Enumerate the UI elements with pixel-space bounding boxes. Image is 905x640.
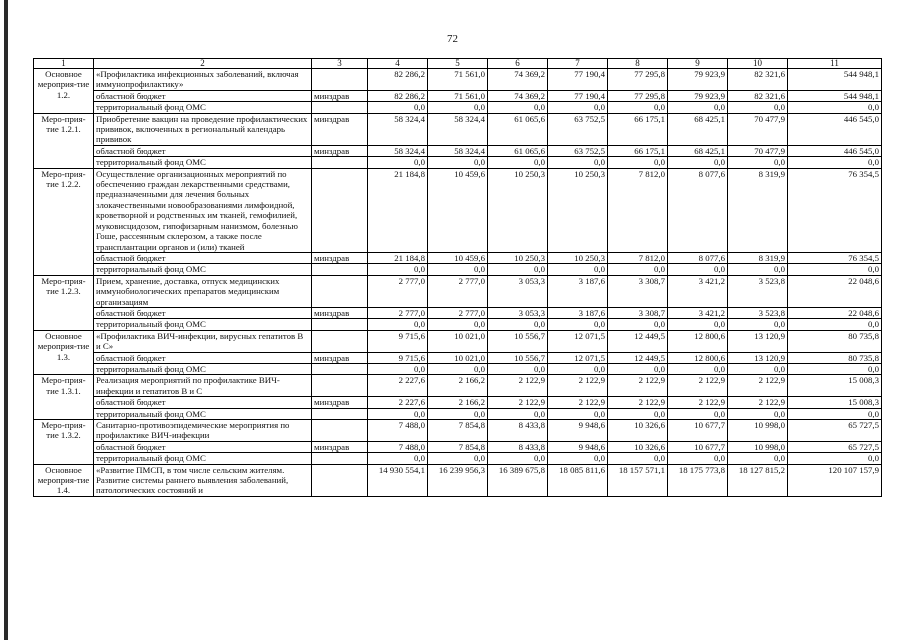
activity-name-cell: областной бюджет xyxy=(94,397,312,408)
amount-cell: 68 425,1 xyxy=(668,113,728,145)
amount-cell: 3 308,7 xyxy=(608,307,668,318)
total-amount-cell: 76 354,5 xyxy=(788,252,882,263)
total-amount-cell: 0,0 xyxy=(788,157,882,168)
amount-cell: 0,0 xyxy=(428,319,488,330)
amount-cell: 2 166,2 xyxy=(428,375,488,397)
amount-cell: 0,0 xyxy=(548,408,608,419)
activity-name-cell: территориальный фонд ОМС xyxy=(94,157,312,168)
amount-cell: 10 326,6 xyxy=(608,420,668,442)
amount-cell: 0,0 xyxy=(548,453,608,464)
total-amount-cell: 65 727,5 xyxy=(788,441,882,452)
amount-cell: 18 127 815,2 xyxy=(728,464,788,496)
executor-cell: минздрав xyxy=(312,145,368,156)
amount-cell: 8 433,8 xyxy=(488,420,548,442)
executor-cell xyxy=(312,157,368,168)
executor-cell: минздрав xyxy=(312,252,368,263)
amount-cell: 12 449,5 xyxy=(608,352,668,363)
table-row xyxy=(34,408,882,419)
amount-cell: 10 556,7 xyxy=(488,352,548,363)
amount-cell: 0,0 xyxy=(728,453,788,464)
amount-cell: 2 777,0 xyxy=(428,275,488,307)
amount-cell: 0,0 xyxy=(668,453,728,464)
amount-cell: 8 077,6 xyxy=(668,168,728,252)
activity-name-cell: территориальный фонд ОМС xyxy=(94,363,312,374)
amount-cell: 82 286,2 xyxy=(368,69,428,91)
amount-cell: 16 239 956,3 xyxy=(428,464,488,496)
executor-cell xyxy=(312,464,368,496)
amount-cell: 7 854,8 xyxy=(428,420,488,442)
executor-cell xyxy=(312,319,368,330)
amount-cell: 0,0 xyxy=(488,264,548,275)
amount-cell: 8 319,9 xyxy=(728,252,788,263)
amount-cell: 2 122,9 xyxy=(608,397,668,408)
amount-cell: 21 184,8 xyxy=(368,168,428,252)
table-row xyxy=(34,363,882,374)
amount-cell: 9 948,6 xyxy=(548,441,608,452)
amount-cell: 0,0 xyxy=(668,157,728,168)
amount-cell: 70 477,9 xyxy=(728,145,788,156)
table-row xyxy=(34,352,882,363)
executor-cell: минздрав xyxy=(312,352,368,363)
amount-cell: 66 175,1 xyxy=(608,113,668,145)
amount-cell: 10 459,6 xyxy=(428,168,488,252)
total-amount-cell: 65 727,5 xyxy=(788,420,882,442)
total-amount-cell: 120 107 157,9 xyxy=(788,464,882,496)
amount-cell: 0,0 xyxy=(368,319,428,330)
amount-cell: 8 077,6 xyxy=(668,252,728,263)
executor-cell xyxy=(312,168,368,252)
table-row xyxy=(34,397,882,408)
activity-name-cell: «Профилактика ВИЧ-инфекции, вирусных гепатитов В и С» xyxy=(94,330,312,352)
activity-name-cell: областной бюджет xyxy=(94,90,312,101)
activity-code-cell: Меро-прия-тие 1.2.3. xyxy=(34,275,94,330)
amount-cell: 0,0 xyxy=(728,363,788,374)
amount-cell: 14 930 554,1 xyxy=(368,464,428,496)
amount-cell: 7 854,8 xyxy=(428,441,488,452)
executor-cell xyxy=(312,330,368,352)
activity-name-cell: Приобретение вакцин на проведение профилактических прививок, включенных в региональный календарь прививок xyxy=(94,113,312,145)
amount-cell: 0,0 xyxy=(368,453,428,464)
table-row xyxy=(34,375,882,397)
table-row xyxy=(34,252,882,263)
amount-cell: 2 122,9 xyxy=(488,375,548,397)
amount-cell: 10 250,3 xyxy=(488,168,548,252)
amount-cell: 2 122,9 xyxy=(548,375,608,397)
executor-cell xyxy=(312,275,368,307)
activity-code-cell: Основное мероприя-тие 1.2. xyxy=(34,69,94,114)
amount-cell: 18 157 571,1 xyxy=(608,464,668,496)
activity-name-cell: территориальный фонд ОМС xyxy=(94,408,312,419)
activity-code-cell: Меро-прия-тие 1.3.1. xyxy=(34,375,94,420)
amount-cell: 0,0 xyxy=(608,102,668,113)
amount-cell: 61 065,6 xyxy=(488,145,548,156)
activity-code-cell: Основное мероприя-тие 1.4. xyxy=(34,464,94,496)
column-number-header: 7 xyxy=(548,59,608,69)
amount-cell: 0,0 xyxy=(488,102,548,113)
executor-cell xyxy=(312,102,368,113)
executor-cell: минздрав xyxy=(312,113,368,145)
amount-cell: 2 777,0 xyxy=(428,307,488,318)
executor-cell xyxy=(312,375,368,397)
total-amount-cell: 0,0 xyxy=(788,264,882,275)
amount-cell: 3 053,3 xyxy=(488,275,548,307)
executor-cell xyxy=(312,264,368,275)
amount-cell: 2 122,9 xyxy=(728,397,788,408)
amount-cell: 0,0 xyxy=(488,319,548,330)
amount-cell: 68 425,1 xyxy=(668,145,728,156)
total-amount-cell: 0,0 xyxy=(788,408,882,419)
amount-cell: 2 227,6 xyxy=(368,375,428,397)
amount-cell: 2 122,9 xyxy=(728,375,788,397)
amount-cell: 0,0 xyxy=(548,102,608,113)
amount-cell: 0,0 xyxy=(488,453,548,464)
activity-name-cell: Прием, хранение, доставка, отпуск медицинских иммунобиологических препаратов медицинским организациям xyxy=(94,275,312,307)
amount-cell: 74 369,2 xyxy=(488,69,548,91)
amount-cell: 82 286,2 xyxy=(368,90,428,101)
amount-cell: 3 187,6 xyxy=(548,307,608,318)
total-amount-cell: 446 545,0 xyxy=(788,145,882,156)
total-amount-cell: 0,0 xyxy=(788,363,882,374)
amount-cell: 2 122,9 xyxy=(548,397,608,408)
executor-cell xyxy=(312,453,368,464)
amount-cell: 7 812,0 xyxy=(608,168,668,252)
amount-cell: 70 477,9 xyxy=(728,113,788,145)
amount-cell: 82 321,6 xyxy=(728,69,788,91)
activity-name-cell: «Профилактика инфекционных заболеваний, включая иммунопрофилактику» xyxy=(94,69,312,91)
amount-cell: 0,0 xyxy=(428,102,488,113)
total-amount-cell: 76 354,5 xyxy=(788,168,882,252)
amount-cell: 0,0 xyxy=(608,264,668,275)
activity-name-cell: территориальный фонд ОМС xyxy=(94,102,312,113)
activity-name-cell: Осуществление организационных мероприятий по обеспечению граждан лекарственными средствами, предназначенными для лечения больных злокачественными новообразованиями лимфоидной, кроветворной и родственных им тканей, гемофилией, муковисцидозом, гипофизарным нанизмом, болезнью Гоше, рассеянным склерозом, а также после трансплантации органов и (или) тканей xyxy=(94,168,312,252)
activity-code-cell: Меро-прия-тие 1.2.1. xyxy=(34,113,94,168)
total-amount-cell: 0,0 xyxy=(788,453,882,464)
amount-cell: 7 812,0 xyxy=(608,252,668,263)
amount-cell: 0,0 xyxy=(428,453,488,464)
column-number-header: 3 xyxy=(312,59,368,69)
total-amount-cell: 0,0 xyxy=(788,319,882,330)
amount-cell: 10 998,0 xyxy=(728,420,788,442)
amount-cell: 58 324,4 xyxy=(428,113,488,145)
amount-cell: 0,0 xyxy=(428,363,488,374)
amount-cell: 63 752,5 xyxy=(548,113,608,145)
executor-cell xyxy=(312,363,368,374)
amount-cell: 0,0 xyxy=(608,363,668,374)
amount-cell: 10 459,6 xyxy=(428,252,488,263)
amount-cell: 0,0 xyxy=(608,319,668,330)
amount-cell: 0,0 xyxy=(368,363,428,374)
amount-cell: 0,0 xyxy=(668,264,728,275)
activity-name-cell: областной бюджет xyxy=(94,441,312,452)
page-number: 72 xyxy=(447,33,458,45)
amount-cell: 12 800,6 xyxy=(668,352,728,363)
amount-cell: 16 389 675,8 xyxy=(488,464,548,496)
table-row xyxy=(34,157,882,168)
amount-cell: 71 561,0 xyxy=(428,69,488,91)
amount-cell: 77 190,4 xyxy=(548,69,608,91)
executor-cell: минздрав xyxy=(312,397,368,408)
total-amount-cell: 0,0 xyxy=(788,102,882,113)
amount-cell: 8 319,9 xyxy=(728,168,788,252)
column-number-header: 2 xyxy=(94,59,312,69)
amount-cell: 2 777,0 xyxy=(368,275,428,307)
table-row xyxy=(34,275,882,307)
amount-cell: 0,0 xyxy=(488,408,548,419)
amount-cell: 10 326,6 xyxy=(608,441,668,452)
executor-cell xyxy=(312,69,368,91)
table-row xyxy=(34,319,882,330)
amount-cell: 74 369,2 xyxy=(488,90,548,101)
amount-cell: 2 122,9 xyxy=(668,397,728,408)
column-number-row xyxy=(34,59,882,69)
amount-cell: 0,0 xyxy=(728,264,788,275)
table-row xyxy=(34,168,882,252)
activity-name-cell: областной бюджет xyxy=(94,145,312,156)
amount-cell: 10 250,3 xyxy=(548,168,608,252)
amount-cell: 0,0 xyxy=(428,408,488,419)
budget-table xyxy=(33,58,882,497)
amount-cell: 0,0 xyxy=(728,102,788,113)
amount-cell: 0,0 xyxy=(668,102,728,113)
activity-name-cell: Реализация мероприятий по профилактике ВИЧ-инфекции и гепатитов В и С xyxy=(94,375,312,397)
amount-cell: 3 053,3 xyxy=(488,307,548,318)
amount-cell: 10 250,3 xyxy=(488,252,548,263)
activity-name-cell: областной бюджет xyxy=(94,252,312,263)
total-amount-cell: 15 008,3 xyxy=(788,397,882,408)
activity-code-cell: Основное мероприя-тие 1.3. xyxy=(34,330,94,375)
executor-cell: минздрав xyxy=(312,441,368,452)
amount-cell: 0,0 xyxy=(548,264,608,275)
amount-cell: 0,0 xyxy=(668,363,728,374)
amount-cell: 2 777,0 xyxy=(368,307,428,318)
page-binding-edge xyxy=(4,0,8,640)
amount-cell: 61 065,6 xyxy=(488,113,548,145)
amount-cell: 3 308,7 xyxy=(608,275,668,307)
column-number-header: 10 xyxy=(728,59,788,69)
amount-cell: 82 321,6 xyxy=(728,90,788,101)
amount-cell: 63 752,5 xyxy=(548,145,608,156)
amount-cell: 21 184,8 xyxy=(368,252,428,263)
table-row xyxy=(34,420,882,442)
executor-cell: минздрав xyxy=(312,307,368,318)
table-row xyxy=(34,113,882,145)
amount-cell: 3 421,2 xyxy=(668,307,728,318)
amount-cell: 58 324,4 xyxy=(428,145,488,156)
amount-cell: 0,0 xyxy=(608,453,668,464)
column-number-header: 8 xyxy=(608,59,668,69)
activity-name-cell: Санитарно-противоэпидемические мероприятия по профилактике ВИЧ-инфекции xyxy=(94,420,312,442)
amount-cell: 12 449,5 xyxy=(608,330,668,352)
amount-cell: 10 556,7 xyxy=(488,330,548,352)
table-row xyxy=(34,453,882,464)
total-amount-cell: 80 735,8 xyxy=(788,352,882,363)
amount-cell: 10 021,0 xyxy=(428,352,488,363)
amount-cell: 71 561,0 xyxy=(428,90,488,101)
table-row xyxy=(34,307,882,318)
executor-cell xyxy=(312,408,368,419)
column-number-header: 4 xyxy=(368,59,428,69)
executor-cell: минздрав xyxy=(312,90,368,101)
amount-cell: 2 227,6 xyxy=(368,397,428,408)
amount-cell: 13 120,9 xyxy=(728,352,788,363)
activity-code-cell: Меро-прия-тие 1.3.2. xyxy=(34,420,94,465)
column-number-header: 11 xyxy=(788,59,882,69)
amount-cell: 0,0 xyxy=(368,157,428,168)
amount-cell: 2 122,9 xyxy=(668,375,728,397)
amount-cell: 9 948,6 xyxy=(548,420,608,442)
table-row xyxy=(34,441,882,452)
amount-cell: 0,0 xyxy=(668,408,728,419)
amount-cell: 12 800,6 xyxy=(668,330,728,352)
activity-name-cell: областной бюджет xyxy=(94,352,312,363)
table-row xyxy=(34,69,882,91)
amount-cell: 79 923,9 xyxy=(668,69,728,91)
activity-name-cell: территориальный фонд ОМС xyxy=(94,319,312,330)
amount-cell: 0,0 xyxy=(728,408,788,419)
amount-cell: 66 175,1 xyxy=(608,145,668,156)
amount-cell: 0,0 xyxy=(548,363,608,374)
amount-cell: 0,0 xyxy=(728,157,788,168)
amount-cell: 0,0 xyxy=(548,157,608,168)
table-row xyxy=(34,464,882,496)
amount-cell: 0,0 xyxy=(368,264,428,275)
total-amount-cell: 544 948,1 xyxy=(788,90,882,101)
amount-cell: 10 677,7 xyxy=(668,441,728,452)
amount-cell: 12 071,5 xyxy=(548,330,608,352)
amount-cell: 2 122,9 xyxy=(488,397,548,408)
amount-cell: 18 085 811,6 xyxy=(548,464,608,496)
amount-cell: 0,0 xyxy=(488,363,548,374)
amount-cell: 0,0 xyxy=(668,319,728,330)
amount-cell: 3 523,8 xyxy=(728,275,788,307)
table-row xyxy=(34,90,882,101)
column-number-header: 1 xyxy=(34,59,94,69)
amount-cell: 3 421,2 xyxy=(668,275,728,307)
amount-cell: 9 715,6 xyxy=(368,330,428,352)
amount-cell: 79 923,9 xyxy=(668,90,728,101)
amount-cell: 8 433,8 xyxy=(488,441,548,452)
amount-cell: 3 187,6 xyxy=(548,275,608,307)
amount-cell: 2 166,2 xyxy=(428,397,488,408)
amount-cell: 0,0 xyxy=(608,408,668,419)
total-amount-cell: 80 735,8 xyxy=(788,330,882,352)
amount-cell: 77 190,4 xyxy=(548,90,608,101)
amount-cell: 58 324,4 xyxy=(368,113,428,145)
amount-cell: 0,0 xyxy=(428,264,488,275)
total-amount-cell: 446 545,0 xyxy=(788,113,882,145)
amount-cell: 77 295,8 xyxy=(608,90,668,101)
amount-cell: 0,0 xyxy=(728,319,788,330)
total-amount-cell: 15 008,3 xyxy=(788,375,882,397)
amount-cell: 10 250,3 xyxy=(548,252,608,263)
activity-name-cell: областной бюджет xyxy=(94,307,312,318)
amount-cell: 7 488,0 xyxy=(368,420,428,442)
amount-cell: 2 122,9 xyxy=(608,375,668,397)
amount-cell: 9 715,6 xyxy=(368,352,428,363)
executor-cell xyxy=(312,420,368,442)
total-amount-cell: 22 048,6 xyxy=(788,307,882,318)
activity-name-cell: территориальный фонд ОМС xyxy=(94,264,312,275)
amount-cell: 10 021,0 xyxy=(428,330,488,352)
column-number-header: 5 xyxy=(428,59,488,69)
amount-cell: 0,0 xyxy=(368,102,428,113)
amount-cell: 13 120,9 xyxy=(728,330,788,352)
amount-cell: 0,0 xyxy=(608,157,668,168)
total-amount-cell: 544 948,1 xyxy=(788,69,882,91)
table-row xyxy=(34,102,882,113)
amount-cell: 18 175 773,8 xyxy=(668,464,728,496)
amount-cell: 0,0 xyxy=(428,157,488,168)
amount-cell: 77 295,8 xyxy=(608,69,668,91)
activity-name-cell: территориальный фонд ОМС xyxy=(94,453,312,464)
column-number-header: 6 xyxy=(488,59,548,69)
amount-cell: 0,0 xyxy=(368,408,428,419)
column-number-header: 9 xyxy=(668,59,728,69)
activity-code-cell: Меро-прия-тие 1.2.2. xyxy=(34,168,94,275)
amount-cell: 12 071,5 xyxy=(548,352,608,363)
table-row xyxy=(34,145,882,156)
activity-name-cell: «Развитие ПМСП, в том числе сельским жителям. Развитие системы раннего выявления заболеваний, патологических состояний и xyxy=(94,464,312,496)
amount-cell: 3 523,8 xyxy=(728,307,788,318)
amount-cell: 10 677,7 xyxy=(668,420,728,442)
total-amount-cell: 22 048,6 xyxy=(788,275,882,307)
amount-cell: 7 488,0 xyxy=(368,441,428,452)
amount-cell: 10 998,0 xyxy=(728,441,788,452)
table-row xyxy=(34,264,882,275)
amount-cell: 0,0 xyxy=(548,319,608,330)
amount-cell: 0,0 xyxy=(488,157,548,168)
table-row xyxy=(34,330,882,352)
amount-cell: 58 324,4 xyxy=(368,145,428,156)
